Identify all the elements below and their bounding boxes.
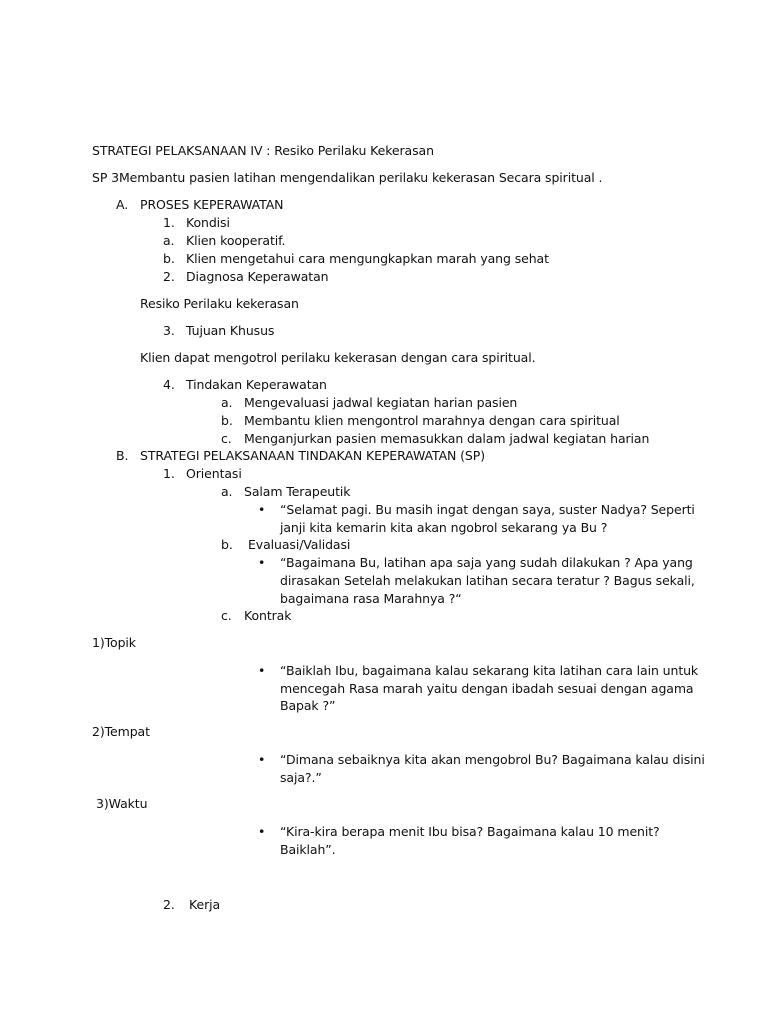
evaluasi-quote-line: “Bagaimana Bu, latihan apa saja yang sudah dilakukan ? Apa yang — [280, 555, 693, 570]
evaluasi-marker: b. — [221, 537, 233, 552]
salam-quote-line: “Selamat pagi. Bu masih ingat dengan saya, suster Nadya? Seperti — [280, 502, 695, 517]
sp-description: SP 3Membantu pasien latihan mengendalikan perilaku kekerasan Secara spiritual . — [92, 170, 603, 185]
evaluasi-quote-line: dirasakan Setelah melakukan latihan secara teratur ? Bagus sekali, — [280, 573, 695, 588]
orientasi-label: Orientasi — [186, 466, 242, 481]
kontrak-label: Kontrak — [244, 608, 292, 623]
tindakan-item-marker: a. — [221, 395, 233, 410]
topik-quote-line: Bapak ?” — [280, 698, 336, 713]
section-b-marker: B. — [116, 448, 129, 463]
tempat-quote-line: saja?.” — [280, 770, 322, 785]
tindakan-number: 4. — [163, 377, 175, 392]
topik-quote-line: mencegah Rasa marah yaitu dengan ibadah sesuai dengan agama — [280, 681, 694, 696]
kondisi-item: Klien mengetahui cara mengungkapkan marah yang sehat — [186, 251, 549, 266]
tindakan-item: Membantu klien mengontrol marahnya dengan cara spiritual — [244, 413, 620, 428]
tindakan-item-marker: b. — [221, 413, 233, 428]
kerja-label: Kerja — [189, 897, 221, 912]
tujuan-label: Tujuan Khusus — [186, 323, 275, 338]
kondisi-item-marker: b. — [163, 251, 175, 266]
tempat-quote-line: “Dimana sebaiknya kita akan mengobrol Bu? Bagaimana kalau disini — [280, 752, 705, 767]
diagnosa-label: Diagnosa Keperawatan — [186, 269, 329, 284]
diagnosa-text: Resiko Perilaku kekerasan — [140, 296, 299, 311]
tindakan-label: Tindakan Keperawatan — [186, 377, 327, 392]
bullet: • — [258, 555, 266, 570]
section-a-title: PROSES KEPERAWATAN — [140, 197, 284, 212]
tindakan-item-marker: c. — [221, 431, 232, 446]
tindakan-item: Menganjurkan pasien memasukkan dalam jadwal kegiatan harian — [244, 431, 650, 446]
kerja-number: 2. — [163, 897, 175, 912]
bullet: • — [258, 752, 266, 767]
waktu-quote-line: Baiklah”. — [280, 842, 336, 857]
kontrak-marker: c. — [221, 608, 232, 623]
orientasi-number: 1. — [163, 466, 175, 481]
evaluasi-quote-line: bagaimana rasa Marahnya ?“ — [280, 591, 462, 606]
kondisi-label: Kondisi — [186, 215, 230, 230]
kondisi-item-marker: a. — [163, 233, 175, 248]
salam-marker: a. — [221, 484, 233, 499]
section-a-marker: A. — [116, 197, 129, 212]
bullet: • — [258, 502, 266, 517]
kondisi-item: Klien kooperatif. — [186, 233, 286, 248]
topik-label: 1)Topik — [92, 635, 136, 650]
topik-quote-line: “Baiklah Ibu, bagaimana kalau sekarang kita latihan cara lain untuk — [280, 663, 699, 678]
evaluasi-label: Evaluasi/Validasi — [248, 537, 351, 552]
tindakan-item: Mengevaluasi jadwal kegiatan harian pasien — [244, 395, 518, 410]
waktu-quote-line: “Kira-kira berapa menit Ibu bisa? Bagaimana kalau 10 menit? — [280, 824, 660, 839]
tempat-label: 2)Tempat — [92, 724, 150, 739]
waktu-label: 3)Waktu — [96, 796, 148, 811]
kondisi-number: 1. — [163, 215, 175, 230]
section-b-title: STRATEGI PELAKSANAAN TINDAKAN KEPERAWATAN (SP) — [140, 448, 485, 463]
bullet: • — [258, 663, 266, 678]
bullet: • — [258, 824, 266, 839]
salam-quote-line: janji kita kemarin kita akan ngobrol sekarang ya Bu ? — [280, 520, 608, 535]
diagnosa-number: 2. — [163, 269, 175, 284]
document-title: STRATEGI PELAKSANAAN IV : Resiko Perilaku Kekerasan — [92, 143, 434, 158]
salam-label: Salam Terapeutik — [244, 484, 351, 499]
tujuan-number: 3. — [163, 323, 175, 338]
tujuan-text: Klien dapat mengotrol perilaku kekerasan dengan cara spiritual. — [140, 350, 536, 365]
